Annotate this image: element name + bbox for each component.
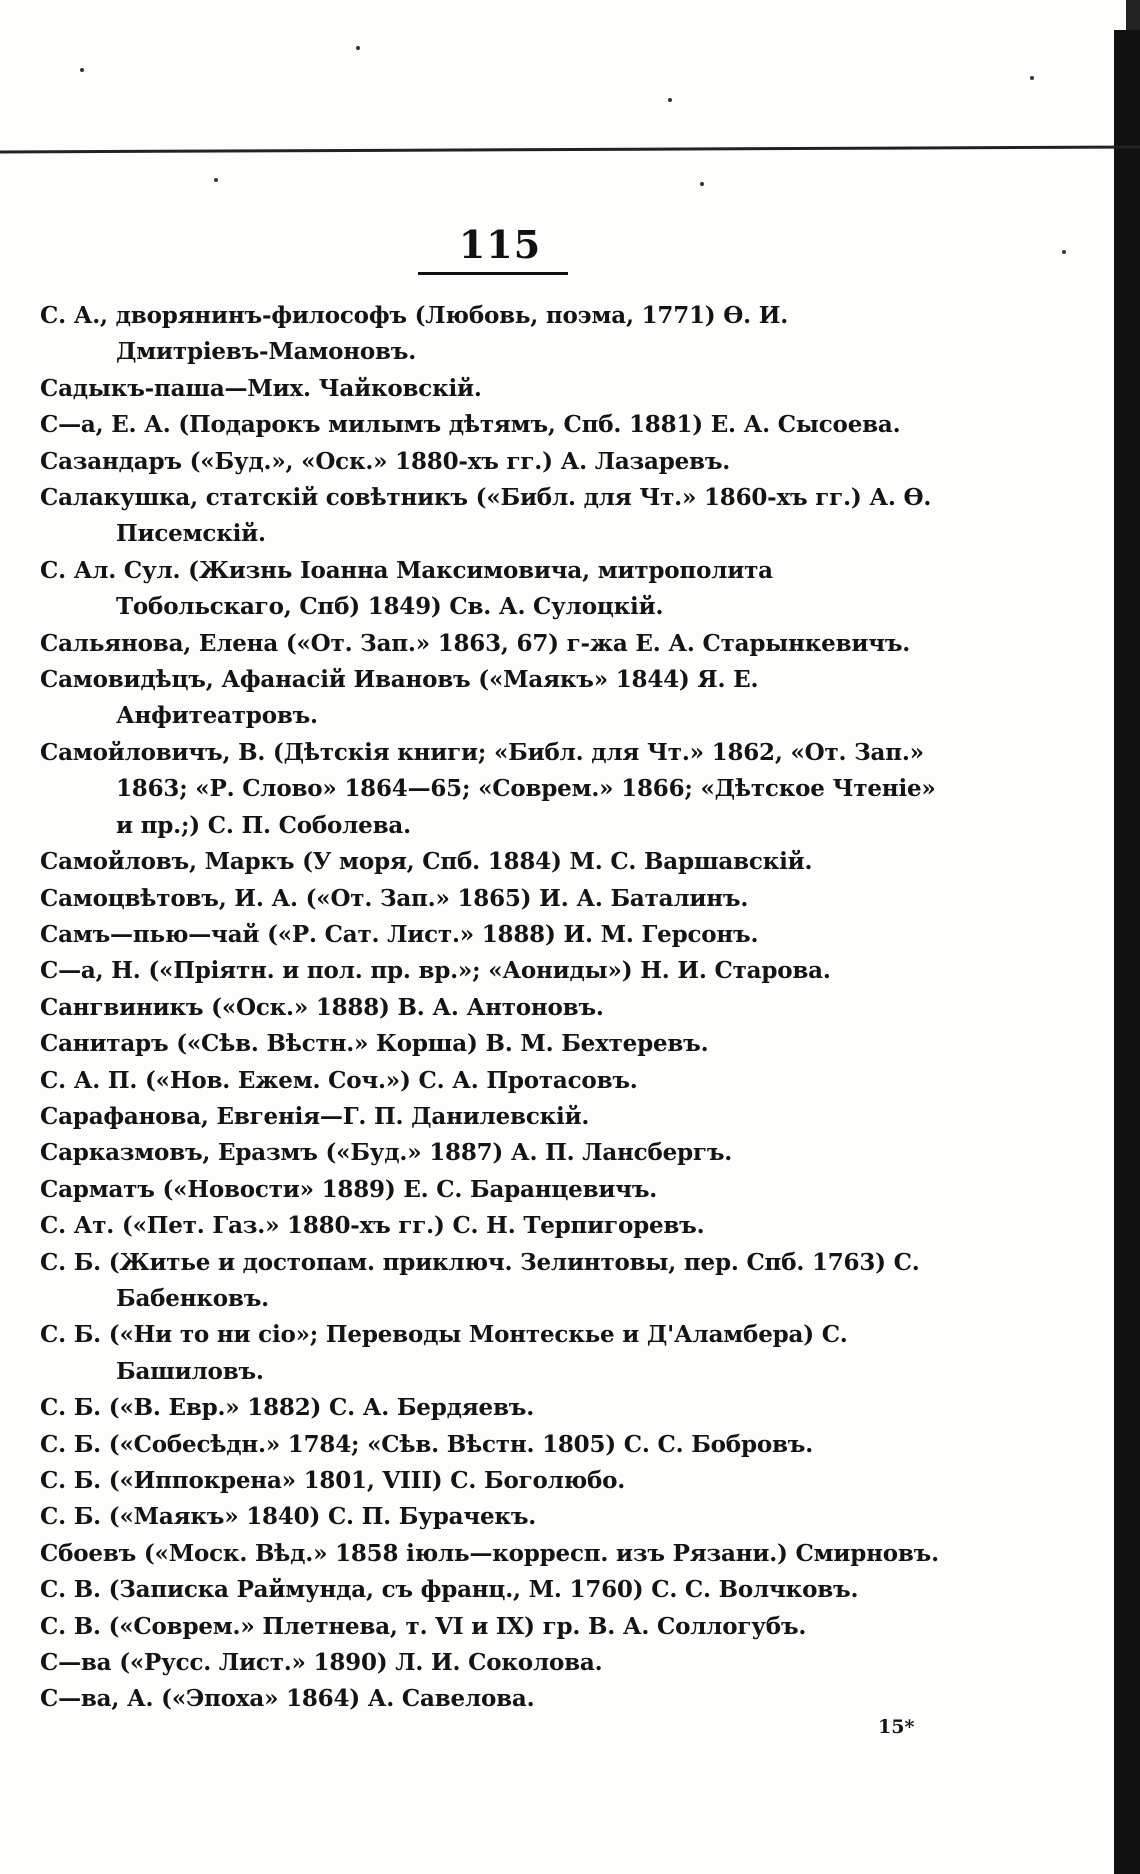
- list-item: Сарматъ («Новости» 1889) Е. С. Баранцевичъ.: [40, 1175, 658, 1203]
- list-item: С. Б. («В. Евр.» 1882) С. А. Бердяевъ.: [40, 1394, 535, 1422]
- list-item: Салакушка, статскій совѣтникъ («Библ. для Чт.» 1860-хъ гг.) А. Ѳ. Писемскій.: [40, 484, 932, 548]
- list-item: С—ва, А. («Эпоха» 1864) А. Савелова.: [40, 1685, 535, 1713]
- list-item: Самъ—пью—чай («Р. Сат. Лист.» 1888) И. М. Герсонъ.: [40, 920, 759, 948]
- list-item: С—а, Е. А. (Подарокъ милымъ дѣтямъ, Спб. 1881) Е. А. Сысоева.: [40, 411, 901, 439]
- page-edge-shadow: [1114, 30, 1140, 1874]
- page-edge-shadow-top: [1126, 0, 1140, 30]
- page-number-underline: [418, 272, 568, 275]
- list-item: С. Б. («Ни то ни сіо»; Переводы Монтескье и Д'Аламбера) С. Башиловъ.: [40, 1321, 848, 1385]
- top-scan-rule: [0, 146, 1140, 154]
- list-item: С—ва («Русс. Лист.» 1890) Л. И. Соколова.: [40, 1649, 603, 1677]
- list-item: С. Б. (Житье и достопам. приключ. Зелинтовы, пер. Спб. 1763) С. Бабенковъ.: [40, 1248, 920, 1312]
- list-item: Самоцвѣтовъ, И. А. («От. Зап.» 1865) И. А. Баталинъ.: [40, 884, 749, 912]
- list-item: С—а, Н. («Пріятн. и пол. пр. вр.»; «Аониды») Н. И. Старова.: [40, 957, 831, 985]
- list-item: Самовидѣцъ, Афанасій Ивановъ («Маякъ» 1844) Я. Е. Анфитеатровъ.: [40, 666, 759, 730]
- list-item: С. Ал. Сул. (Жизнь Іоанна Максимовича, митрополита Тобольскаго, Спб) 1849) Св. А. Сулоцкій.: [40, 556, 773, 621]
- list-item: С. Б. («Собесѣдн.» 1784; «Сѣв. Вѣстн. 1805) С. С. Бобровъ.: [40, 1430, 814, 1458]
- scan-speck: [700, 182, 704, 186]
- list-item: Садыкъ-паша—Мих. Чайковскій.: [40, 374, 482, 402]
- list-item: Санитаръ («Сѣв. Вѣстн.» Корша) В. М. Бехтеревъ.: [40, 1030, 709, 1058]
- scan-speck: [80, 68, 84, 72]
- scan-speck: [1030, 76, 1034, 80]
- list-item: Самойловъ, Маркъ (У моря, Спб. 1884) М. С. Варшавскій.: [40, 848, 813, 876]
- list-item: С. Ат. («Пет. Газ.» 1880-хъ гг.) С. Н. Терпигоревъ.: [40, 1212, 705, 1240]
- list-item: Сангвиникъ («Оск.» 1888) В. А. Антоновъ.: [40, 993, 604, 1021]
- list-item: Самойловичъ, В. (Дѣтскія книги; «Библ. для Чт.» 1862, «От. Зап.» 1863; «Р. Слово» 1864—65; «Соврем.» 1866; «Дѣтское Чтеніе» и пр.;) С. П. Соболева.: [40, 738, 936, 839]
- scan-speck: [356, 46, 360, 50]
- list-item: С. В. («Соврем.» Плетнева, т. VI и IX) гр. В. А. Соллогубъ.: [40, 1612, 807, 1640]
- list-item: С. Б. («Маякъ» 1840) С. П. Бурачекъ.: [40, 1503, 537, 1531]
- printer-signature: 15*: [878, 1716, 915, 1738]
- list-item: С. А., дворянинъ-философъ (Любовь, поэма, 1771) Ѳ. И. Дмитріевъ-Мамоновъ.: [40, 302, 789, 366]
- list-item: С. В. (Записка Раймунда, съ франц., М. 1760) С. С. Волчковъ.: [40, 1576, 859, 1604]
- list-item: Сбоевъ («Моск. Вѣд.» 1858 іюль—корресп. изъ Рязани.) Смирновъ.: [40, 1539, 939, 1567]
- page-number: 115: [458, 222, 542, 267]
- scan-speck: [1062, 250, 1066, 254]
- list-item: Сазандаръ («Буд.», «Оск.» 1880-хъ гг.) А. Лазаревъ.: [40, 447, 731, 475]
- scan-speck: [668, 98, 672, 102]
- list-item: Сарказмовъ, Еразмъ («Буд.» 1887) А. П. Лансбергъ.: [40, 1139, 733, 1167]
- list-item: Сарафанова, Евгенія—Г. П. Данилевскій.: [40, 1102, 590, 1130]
- pseudonym-list: [40, 298, 945, 1718]
- list-item: Сальянова, Елена («От. Зап.» 1863, 67) г-жа Е. А. Старынкевичъ.: [40, 629, 911, 657]
- list-item: С. А. П. («Нов. Ежем. Соч.») С. А. Протасовъ.: [40, 1066, 638, 1094]
- scan-speck: [214, 178, 218, 182]
- list-item: С. Б. («Иппокрена» 1801, VIII) С. Боголюбо.: [40, 1467, 626, 1494]
